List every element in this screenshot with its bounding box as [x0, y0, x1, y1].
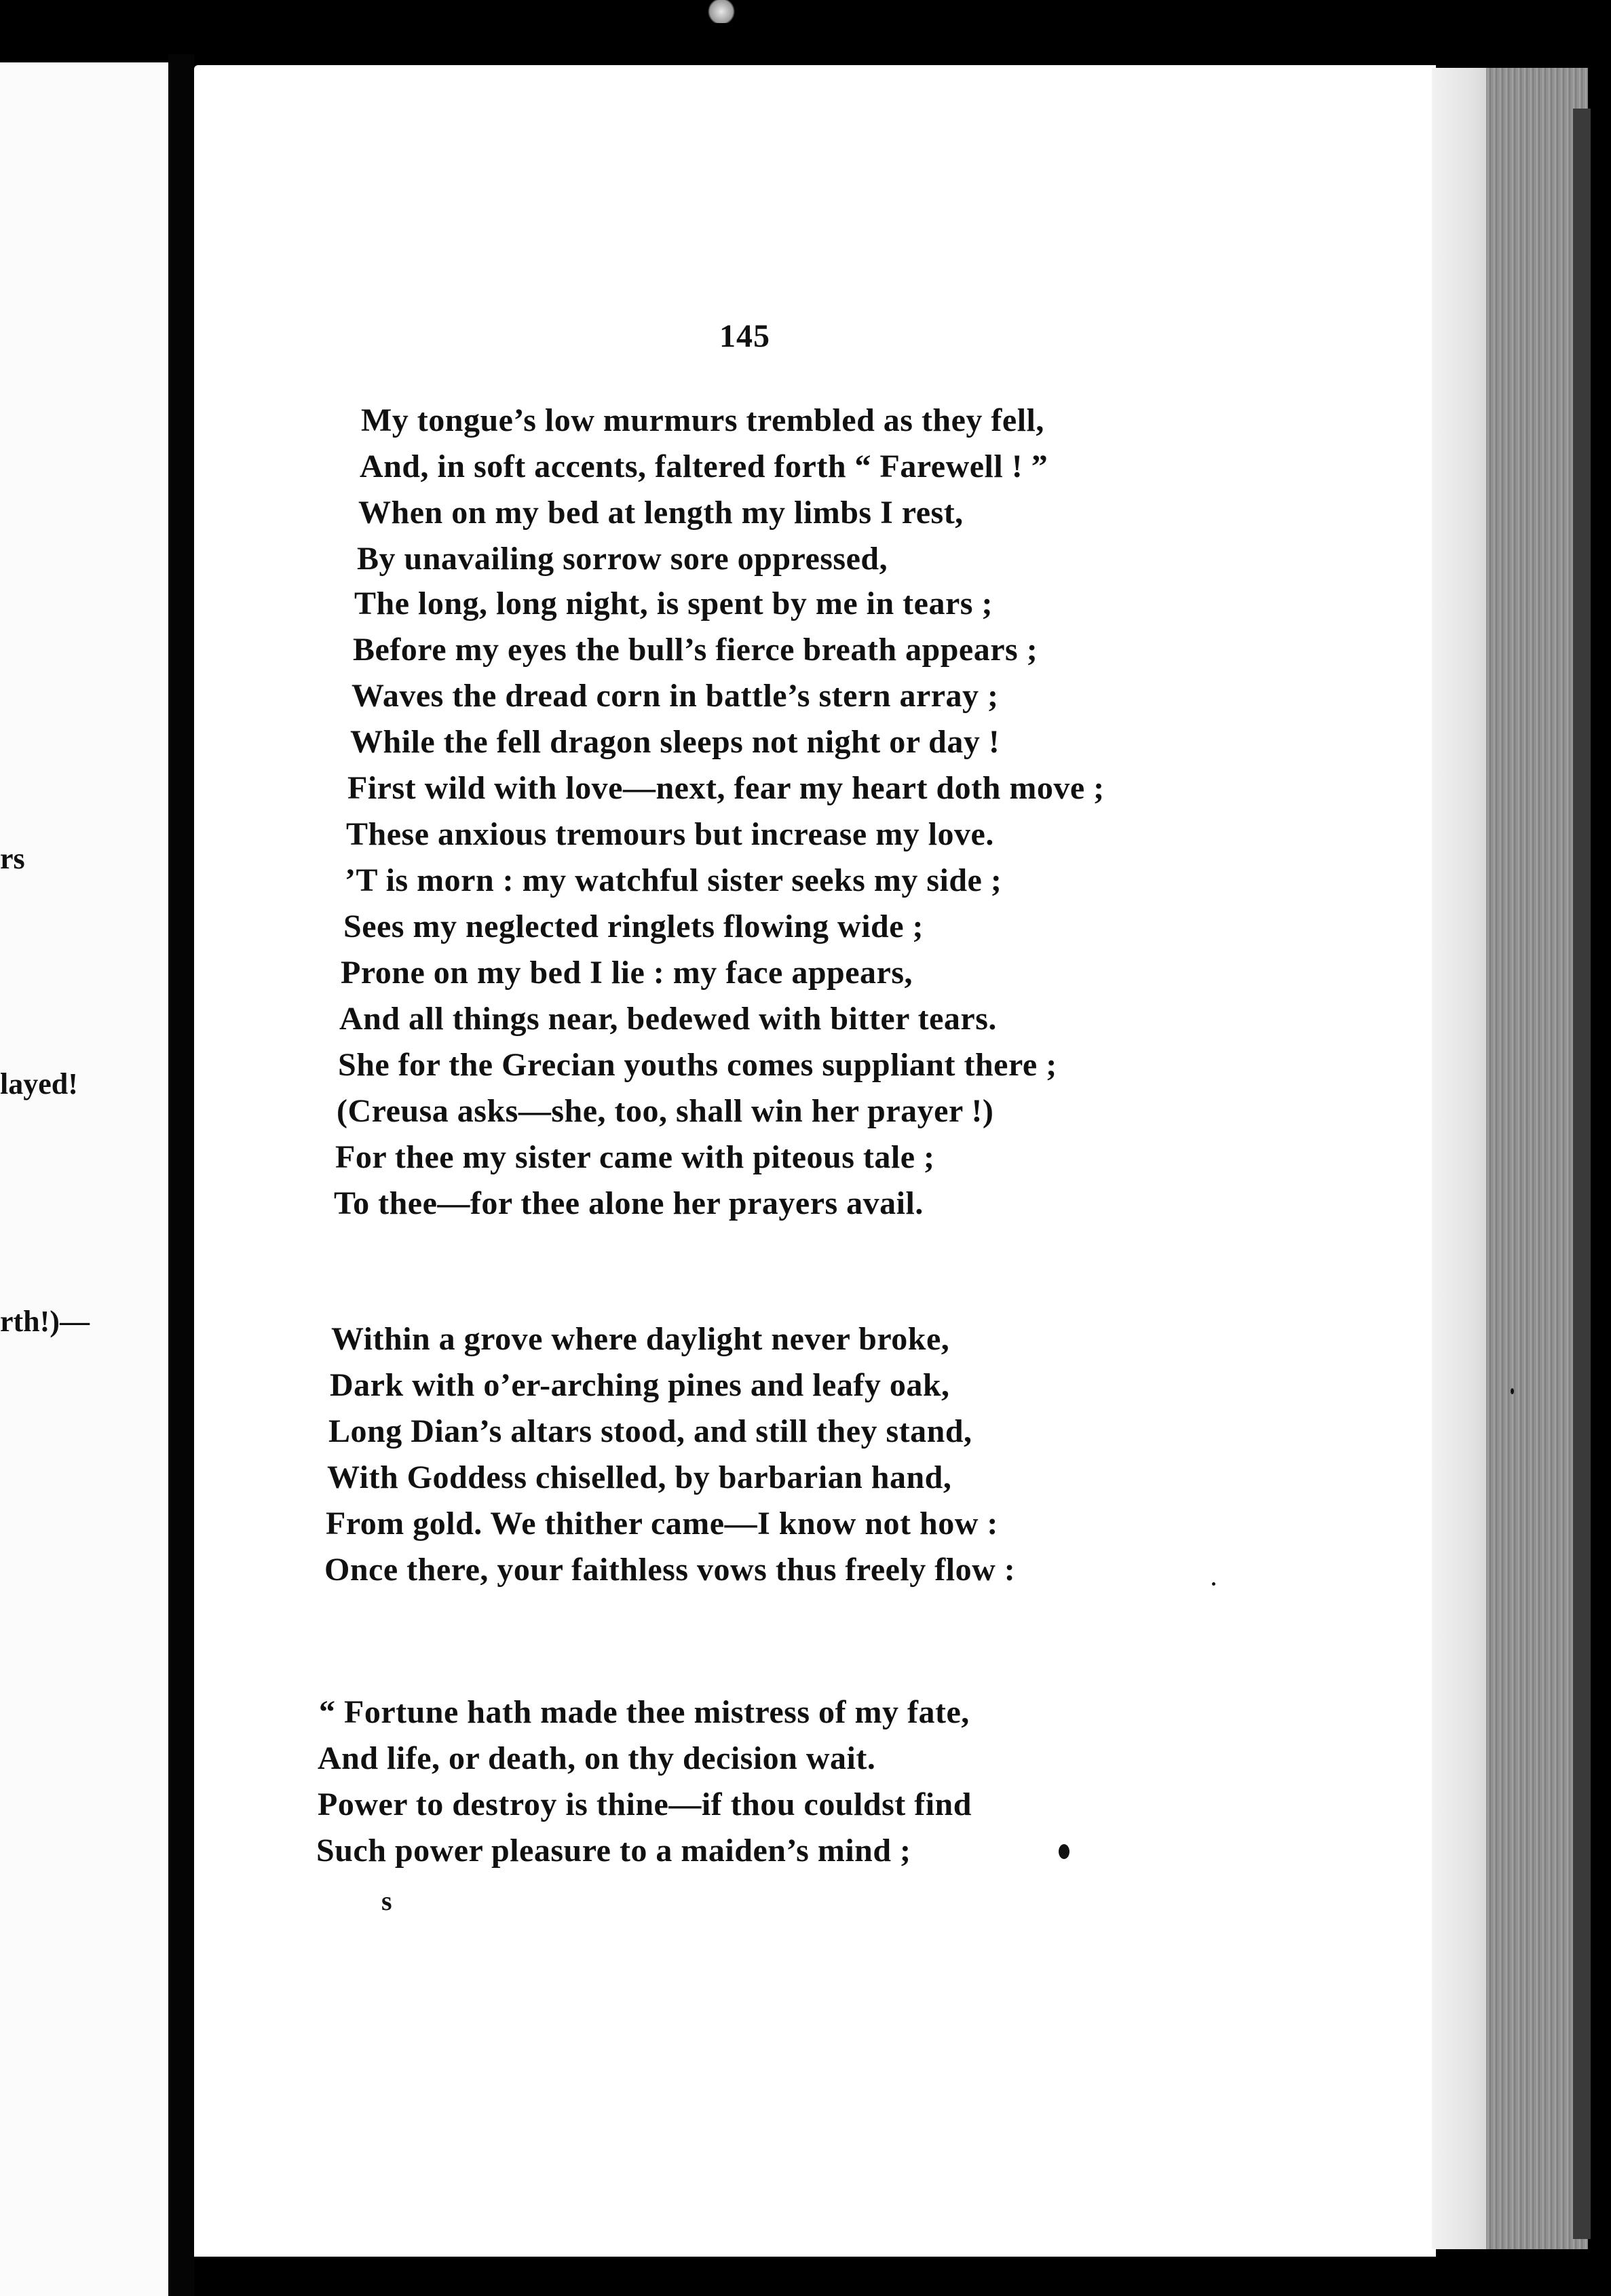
verse-line: Power to destroy is thine—if thou couldst find: [318, 1786, 972, 1822]
verse-line: Long Dian’s altars stood, and still they stand,: [328, 1413, 972, 1449]
verse-line: Prone on my bed I lie : my face appears,: [341, 955, 913, 991]
verse-line: When on my bed at length my limbs I rest,: [358, 495, 964, 531]
verse-line: And all things near, bedewed with bitter tears.: [339, 1001, 997, 1037]
signature-mark: s: [381, 1886, 392, 1916]
verse-line: ’T is morn : my watchful sister seeks my side ;: [345, 862, 1002, 898]
scan-smudge: [706, 0, 737, 23]
verse-line: Before my eyes the bull’s fierce breath appears ;: [353, 632, 1038, 668]
verse-line: My tongue’s low murmurs trembled as they fell,: [361, 402, 1044, 438]
book-gutter: [168, 54, 194, 2296]
verse-line: For thee my sister came with piteous tale ;: [335, 1139, 935, 1175]
verse-line: Such power pleasure to a maiden’s mind ;: [316, 1833, 911, 1869]
page-edge-shadow: [1573, 109, 1591, 2239]
left-page-fragment: rth!)—: [0, 1305, 90, 1338]
verse-line: Dark with o’er-arching pines and leafy oak,: [330, 1367, 950, 1403]
left-page-fragment: rs: [0, 842, 25, 875]
verse-line: She for the Grecian youths comes suppliant there ;: [338, 1047, 1057, 1083]
verse-line: Within a grove where daylight never broke,: [331, 1321, 950, 1357]
verse-line: By unavailing sorrow sore oppressed,: [357, 541, 888, 577]
left-page-fragment: layed!: [0, 1067, 78, 1101]
left-facing-page: [0, 62, 168, 2296]
verse-line: The long, long night, is spent by me in tears ;: [354, 586, 993, 621]
verse-line: Once there, your faithless vows thus freely flow :: [324, 1552, 1016, 1588]
verse-line: From gold. We thither came—I know not how :: [326, 1506, 998, 1542]
ink-speck: [1059, 1844, 1069, 1859]
verse-line: To thee—for thee alone her prayers avail.: [334, 1185, 924, 1221]
verse-line: Waves the dread corn in battle’s stern array ;: [352, 678, 999, 714]
verse-line: And life, or death, on thy decision wait.: [318, 1740, 876, 1776]
verse-line: While the fell dragon sleeps not night or day !: [350, 724, 1000, 760]
verse-line: These anxious tremours but increase my love.: [346, 816, 994, 852]
page-number: 145: [719, 318, 770, 354]
verse-line: First wild with love—next, fear my heart doth move ;: [347, 770, 1105, 806]
ink-speck: [1212, 1582, 1215, 1586]
verse-line: Sees my neglected ringlets flowing wide ;: [343, 908, 924, 944]
ink-speck: [1511, 1388, 1514, 1394]
verse-line: With Goddess chiselled, by barbarian hand,: [327, 1459, 952, 1495]
verse-line: (Creusa asks—she, too, shall win her prayer !): [337, 1093, 994, 1129]
verse-line: And, in soft accents, faltered forth “ Farewell ! ”: [360, 448, 1048, 484]
verse-line: “ Fortune hath made thee mistress of my fate,: [319, 1694, 970, 1730]
